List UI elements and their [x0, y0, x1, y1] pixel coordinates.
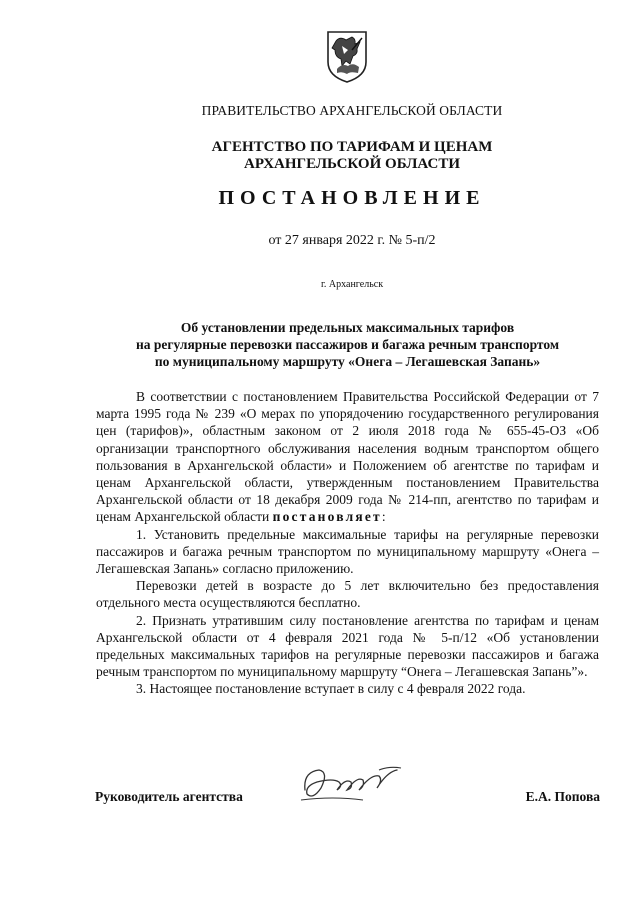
- preamble-end: :: [381, 509, 386, 525]
- signatory-name: Е.А. Попова: [525, 789, 600, 804]
- title-line-3: по муниципальному маршруту «Онега – Легашевская Запань»: [154, 354, 541, 369]
- handwritten-signature-icon: [293, 760, 413, 808]
- preamble-text: В соответствии с постановлением Правительства Российской Федерации от 7 марта 1995 года № 239 «О мерах по упорядочению государственного регулирования цен (тарифов)», областным законом от 2 июля 2018 года № 655-45-ОЗ «Об организации транспортного обслуживания населения водным транспортом общего пользования в Архангельской области» и Положением об агентстве по тарифам и ценам Архангельской области, утвержденным постановлением Правительства Архангельской области от 18 декабря 2009 года № 214-пп, агентство по тарифам и ценам Архангельской области: [96, 389, 599, 525]
- document-type: ПОСТАНОВЛЕНИЕ: [218, 187, 486, 209]
- title-line-2: на регулярные перевозки пассажиров и багажа речным транспортом: [135, 337, 560, 352]
- signatory-position: Руководитель агентства: [95, 789, 243, 804]
- title-line-1: Об установлении предельных максимальных тарифов: [180, 320, 515, 335]
- government-name: ПРАВИТЕЛЬСТВО АРХАНГЕЛЬСКОЙ ОБЛАСТИ: [201, 103, 503, 118]
- date-and-number: от 27 января 2022 г. № 5-п/2: [268, 233, 436, 248]
- document-body: [96, 388, 599, 698]
- coat-of-arms-icon: [322, 28, 372, 84]
- agency-name: [0, 139, 640, 173]
- clause-3: 3. Настоящее постановление вступает в силу с 4 февраля 2022 года.: [136, 681, 526, 697]
- clause-1-note: Перевозки детей в возрасте до 5 лет включительно без предоставления отдельного места осуществляются бесплатно.: [96, 578, 599, 611]
- agency-name-line-1: АГЕНТСТВО ПО ТАРИФАМ И ЦЕНАМ: [211, 139, 493, 155]
- clause-2: 2. Признать утратившим силу постановление агентства по тарифам и ценам Архангельской области от 4 февраля 2021 года № 5-п/12 «Об установлении предельных максимальных тарифов на регулярные перевозки пассажиров и багажа речным транспортом по муниципальному маршруту “Онега – Легашевская Запань”».: [96, 612, 599, 680]
- city: г. Архангельск: [320, 279, 384, 290]
- document-title: [95, 319, 600, 370]
- decree-word: постановляет: [272, 509, 382, 525]
- clause-1: 1. Установить предельные максимальные тарифы на регулярные перевозки пассажиров и багажа речным транспортом по муниципальному маршруту «Онега – Легашевская Запань» согласно приложению.: [96, 526, 599, 577]
- preamble-paragraph: [96, 388, 599, 526]
- agency-name-line-2: АРХАНГЕЛЬСКОЙ ОБЛАСТИ: [244, 156, 460, 172]
